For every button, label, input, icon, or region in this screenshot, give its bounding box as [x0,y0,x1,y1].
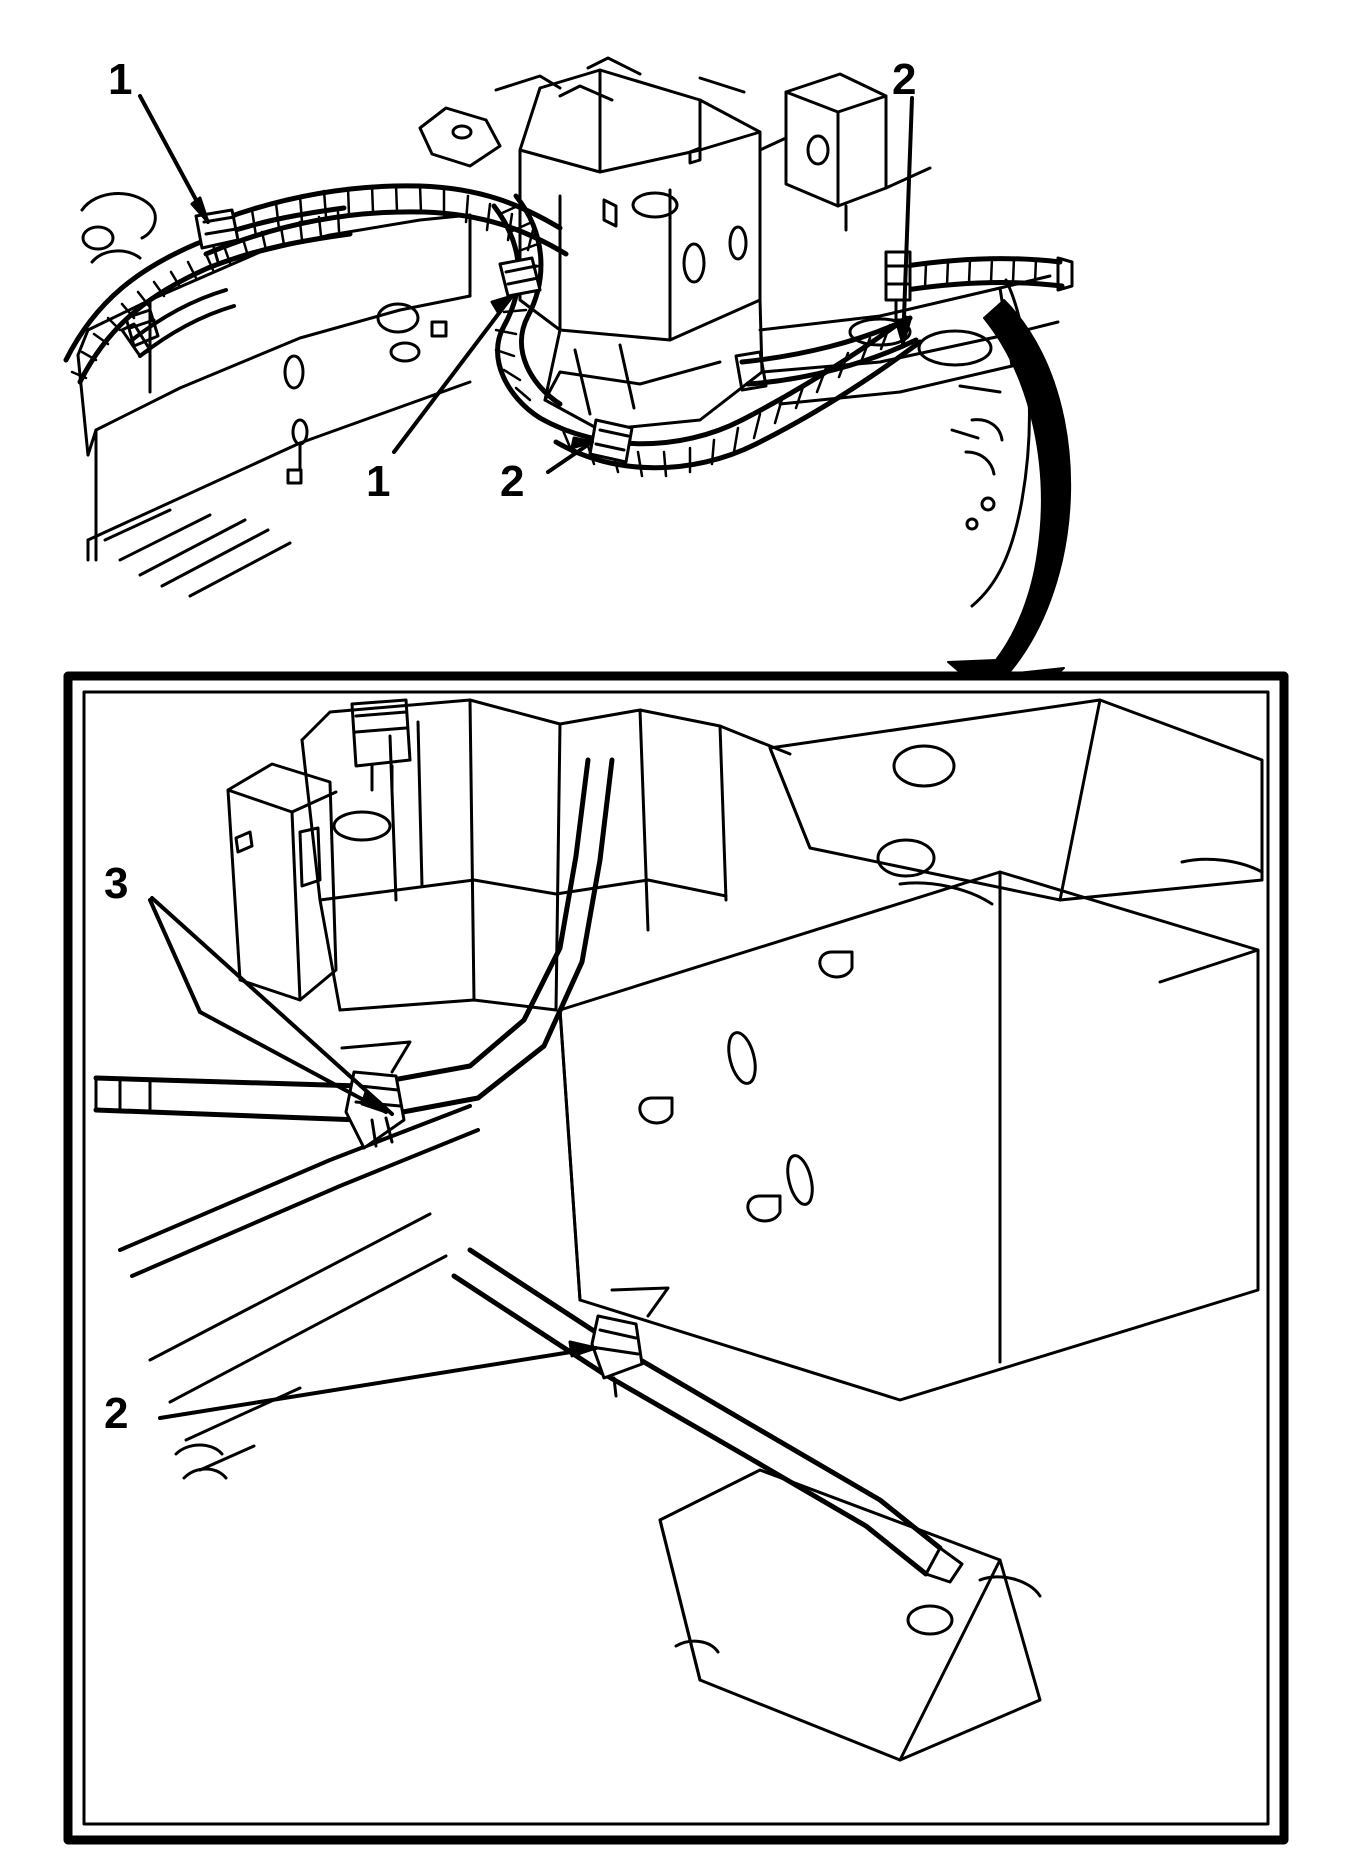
upper-view-geometry [66,55,1072,606]
callout-label-upper-left-1: 1 [108,55,133,104]
callout-label-upper-lower-2: 2 [500,457,525,506]
view-transition-arrow [948,300,1070,716]
callout-label-upper-lower-1: 1 [366,457,391,506]
callout-label-lower-2: 2 [104,1389,129,1438]
retainer-clip-2-lower [590,420,632,462]
callout-label-upper-right-2: 2 [892,55,917,104]
callout-label-lower-3: 3 [104,859,129,908]
lower-view-frame [68,676,1284,1840]
retainer-clip-center [500,258,540,296]
